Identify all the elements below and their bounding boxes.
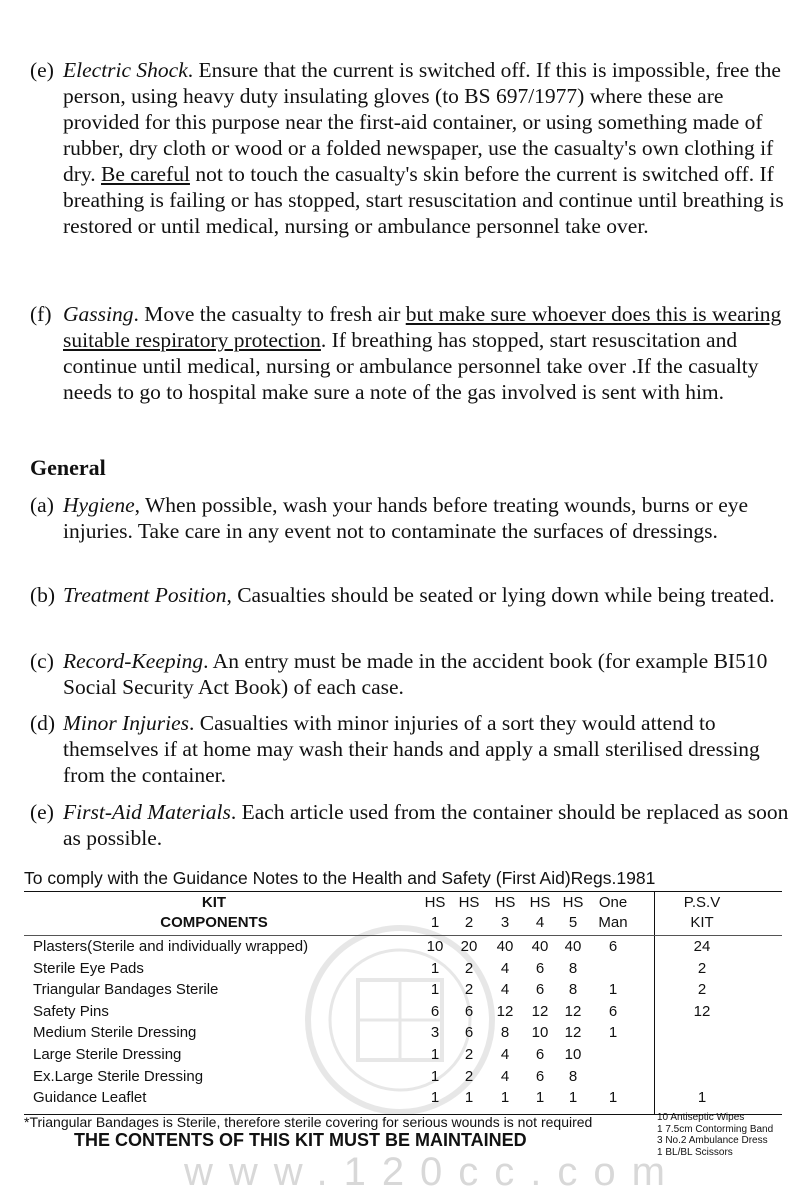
table-cell: 6 [608,938,618,955]
header-rule [24,935,654,936]
general-item-first-aid-materials [30,799,793,851]
column-header-top: One [598,894,628,911]
table-cell-psv: 12 [693,1002,711,1020]
item-title: Treatment Position [63,583,227,607]
table-cell-psv: 2 [697,959,707,977]
column-header-top: HS [458,894,480,911]
table-cell: 6 [535,981,545,999]
psv-header: P.S.V [683,894,721,911]
guidance-note: To comply with the Guidance Notes to the Health and Safety (First Aid)Regs.1981 [24,868,656,888]
table-cell: 10 [564,1046,582,1063]
table-cell: 12 [531,1002,549,1020]
table-cell: 1 [608,1024,618,1042]
table-cell: 40 [496,938,514,955]
general-item-record-keeping [30,648,793,700]
table-cell: 1 [430,1067,440,1085]
item-label: (b) [30,583,56,607]
table-row-label: Guidance Leaflet [33,1089,147,1107]
table-cell: 4 [500,981,510,999]
item-title: Minor Injuries [63,711,190,735]
table-cell: 2 [464,1067,474,1085]
table-cell: 4 [500,1067,510,1085]
section-label: (e) [30,58,54,82]
maintained-notice: THE CONTENTS OF THIS KIT MUST BE MAINTAINED [74,1130,527,1150]
header-kit: KIT [201,894,227,911]
table-row-label: Ex.Large Sterile Dressing [33,1067,204,1085]
psv-contents-item: 1 7.5cm Contorming Band [657,1123,774,1135]
table-row-label: Medium Sterile Dressing [33,1024,197,1042]
watermark-url: www.120cc.com [184,1150,681,1194]
table-cell: 8 [568,959,578,977]
table-cell: 1 [500,1089,510,1107]
column-header-bottom: 4 [535,914,545,931]
item-text: . An entry must be made in the accident book (for example BI510 Social Security Act Book) of each case. [63,649,768,699]
footnote: *Triangular Bandages is Sterile, therefore sterile covering for serious wounds is not required [24,1114,593,1130]
table-row-label: Plasters(Sterile and individually wrapped) [33,938,309,955]
section-text-cont: not to touch the casualty's skin before the current is switched off. If breathing is failing or has stopped, start resuscitation and continue until breathing is restored or until medical, nursing or ambulance personnel take over. [63,162,784,238]
table-cell: 6 [464,1002,474,1020]
item-title: First-Aid Materials [63,800,231,824]
general-item-treatment-position [30,582,793,608]
column-header-bottom: 1 [430,914,440,931]
section-label: (f) [30,302,52,326]
section-title: Gassing [63,302,134,326]
table-cell: 1 [535,1089,545,1107]
column-header-bottom: 5 [568,914,578,931]
psv-header: KIT [690,914,714,931]
item-label: (e) [30,800,54,824]
column-header-bottom: 2 [464,914,474,931]
table-cell: 1 [568,1089,578,1107]
table-cell: 2 [464,959,474,977]
psv-contents-item: 3 No.2 Ambulance Dress [657,1135,768,1146]
table-cell: 8 [568,981,578,999]
section-underline: but make sure whoever does this is wearing suitable respiratory protection [63,302,782,352]
column-header-top: HS [529,894,551,911]
item-text: . Each article used from the container should be replaced as soon as possible. [63,800,789,850]
table-cell: 6 [608,1002,618,1020]
section-title: Electric Shock [63,58,188,82]
table-cell-psv: 1 [697,1089,707,1107]
column-header-top: HS [494,894,516,911]
header-components: COMPONENTS [160,914,268,931]
table-cell: 12 [496,1002,514,1020]
table-cell: 6 [535,1067,545,1085]
psv-contents-item: 1 BL/BL Scissors [657,1146,733,1158]
table-cell: 2 [464,1046,474,1063]
table-cell: 3 [430,1024,440,1042]
item-label: (a) [30,493,54,517]
table-cell: 40 [531,938,549,955]
table-row-label: Sterile Eye Pads [33,959,144,977]
section-text: . Ensure that the current is switched off. If this is impossible, free the person, using heavy duty insulating gloves (to BS 697/1977) where these are provided for this purpose near the first-aid container, or using something made of rubber, dry cloth or wood or a folded newspaper, use the casualty's own clothing if dry. [63,58,781,186]
item-text: , Casualties should be seated or lying down while being treated. [226,583,775,607]
table-cell: 1 [430,1089,440,1107]
section-electric-shock [30,57,793,239]
table-cell-psv: 2 [697,981,707,999]
psv-contents-item: 10 Antiseptic Wipes [657,1112,745,1123]
kit-table [24,891,782,1115]
item-label: (d) [30,711,56,735]
table-cell: 6 [430,1002,440,1020]
table-row-label: Triangular Bandages Sterile [33,981,219,999]
table-row-label: Safety Pins [33,1002,109,1020]
column-header-bottom: 3 [500,914,510,931]
section-gassing [30,301,793,405]
table-cell: 12 [564,1024,582,1042]
item-text: , When possible, wash your hands before treating wounds, burns or eye injuries. Take care in any event not to contaminate the surfaces of dressings. [63,493,749,543]
item-label: (c) [30,649,54,673]
table-cell: 6 [535,959,545,977]
table-cell: 8 [568,1067,578,1085]
table-cell: 12 [564,1002,582,1020]
header-rule-psv [654,935,782,936]
table-cell: 1 [608,981,618,999]
section-text-cont: . If breathing has stopped, start resuscitation and continue until medical, nursing or ambulance personnel take over .If the casualty needs to go to hospital make sure a note of the gas involved is sent with him. [63,328,759,404]
item-title: Hygiene [63,493,135,517]
item-text: . Casualties with minor injuries of a sort they would attend to themselves if at home may wash their hands and apply a small sterilised dressing from the container. [63,711,760,787]
table-cell: 4 [500,1046,510,1063]
section-text: . Move the casualty to fresh air [133,302,406,326]
column-header-top: HS [424,894,446,911]
column-header-bottom: Man [598,914,628,931]
table-cell: 6 [464,1024,474,1042]
table-cell: 1 [608,1089,618,1107]
table-cell: 20 [460,938,478,955]
table-cell: 1 [430,959,440,977]
table-cell: 6 [535,1046,545,1063]
table-cell: 1 [430,1046,440,1063]
general-item-hygiene [30,492,793,544]
table-cell: 2 [464,981,474,999]
table-cell-psv: 24 [693,938,711,955]
column-header-top: HS [562,894,584,911]
section-underline: Be careful [101,162,190,186]
table-row-label: Large Sterile Dressing [33,1046,182,1063]
table-divider [654,892,655,1114]
table-cell: 10 [426,938,444,955]
table-cell: 40 [564,938,582,955]
general-heading: General [30,455,106,480]
general-item-minor-injuries [30,710,793,788]
table-cell: 10 [531,1024,549,1042]
table-cell: 1 [430,981,440,999]
table-cell: 1 [464,1089,474,1107]
table-cell: 8 [500,1024,510,1042]
table-cell: 4 [500,959,510,977]
item-title: Record-Keeping [63,649,204,673]
